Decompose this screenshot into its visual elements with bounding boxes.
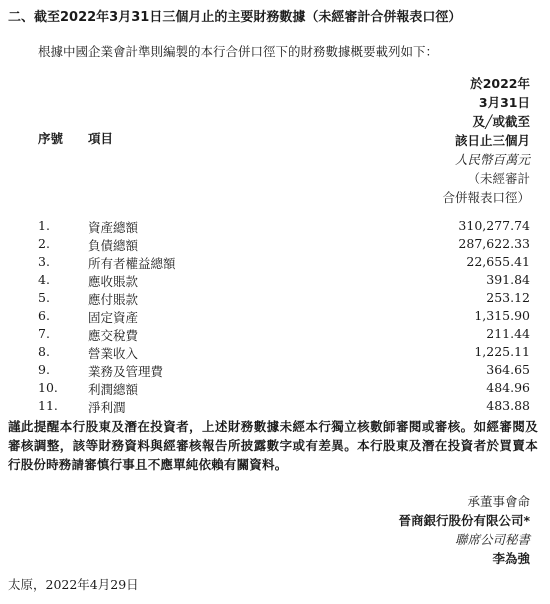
row-value: 287,622.33 <box>458 236 530 251</box>
row-value: 391.84 <box>486 272 530 287</box>
row-label: 應收賬款 <box>88 274 139 289</box>
row-label: 利潤總額 <box>88 382 139 397</box>
row-number: 7. <box>38 326 50 341</box>
place-date: 太原，2022年4月29日 <box>8 577 139 592</box>
table-row <box>0 236 550 255</box>
row-number: 6. <box>38 308 50 323</box>
row-value: 22,655.41 <box>466 254 530 269</box>
row-number: 1. <box>38 218 50 233</box>
column-header-seq: 序號 <box>38 131 64 146</box>
signature-company: 晉商銀行股份有限公司* <box>398 513 530 528</box>
audit-note-line-2: 合併報表口徑） <box>442 190 530 205</box>
column-header-item: 項目 <box>88 131 114 146</box>
table-row <box>0 290 550 309</box>
table-row <box>0 344 550 363</box>
row-label: 應付賬款 <box>88 292 139 307</box>
row-label: 固定資產 <box>88 310 139 325</box>
period-header-line-1: 於2022年 <box>470 76 530 91</box>
row-value: 1,225.11 <box>474 344 530 359</box>
row-number: 2. <box>38 236 50 251</box>
row-value: 1,315.90 <box>474 308 530 323</box>
row-label: 所有者權益總額 <box>88 256 176 271</box>
signature-board-line: 承董事會命 <box>467 494 530 509</box>
audit-note-line-1: （未經審計 <box>467 171 530 186</box>
row-number: 9. <box>38 362 50 377</box>
table-row <box>0 218 550 237</box>
row-number: 4. <box>38 272 50 287</box>
period-header-line-2: 3月31日 <box>478 95 530 110</box>
period-header-line-4: 該日止三個月 <box>454 133 530 148</box>
row-number: 3. <box>38 254 50 269</box>
row-value: 310,277.74 <box>458 218 530 233</box>
row-number: 11. <box>38 398 58 413</box>
row-number: 10. <box>38 380 58 395</box>
table-row <box>0 398 550 417</box>
table-row <box>0 380 550 399</box>
row-value: 364.65 <box>486 362 530 377</box>
row-label: 資產總額 <box>88 220 139 235</box>
period-header-line-3: 及╱或截至 <box>472 114 530 129</box>
row-value: 484.96 <box>486 380 530 395</box>
row-label: 淨利潤 <box>88 400 126 415</box>
table-row <box>0 254 550 273</box>
investor-notice: 謹此提醒本行股東及潛在投資者，上述財務數據未經本行獨立核數師審閱或審核。如經審閱及審核調整，該等財務資料與經審核報告所披露數字或有差異。本行股東及潛在投資者於買賣本行股份時務請審慎行事且不應單純依賴有關資料。 <box>8 419 538 472</box>
signature-name: 李為強 <box>492 551 530 566</box>
intro-text: 根據中國企業會計準則編製的本行合併口徑下的財務數據概要載列如下： <box>38 44 439 59</box>
row-value: 211.44 <box>486 326 530 341</box>
row-value: 253.12 <box>486 290 530 305</box>
unit-label: 人民幣百萬元 <box>454 152 530 167</box>
section-heading: 二、截至2022年3月31日三個月止的主要財務數據（未經審計合併報表口徑） <box>8 10 462 25</box>
row-number: 5. <box>38 290 50 305</box>
row-number: 8. <box>38 344 50 359</box>
row-label: 業務及管理費 <box>88 364 164 379</box>
table-row <box>0 308 550 327</box>
table-row <box>0 326 550 345</box>
row-label: 負債總額 <box>88 238 139 253</box>
table-row <box>0 362 550 381</box>
row-label: 營業收入 <box>88 346 139 361</box>
signature-title: 聯席公司秘書 <box>454 532 530 547</box>
table-row <box>0 272 550 291</box>
row-label: 應交稅費 <box>88 328 139 343</box>
row-value: 483.88 <box>486 398 530 413</box>
